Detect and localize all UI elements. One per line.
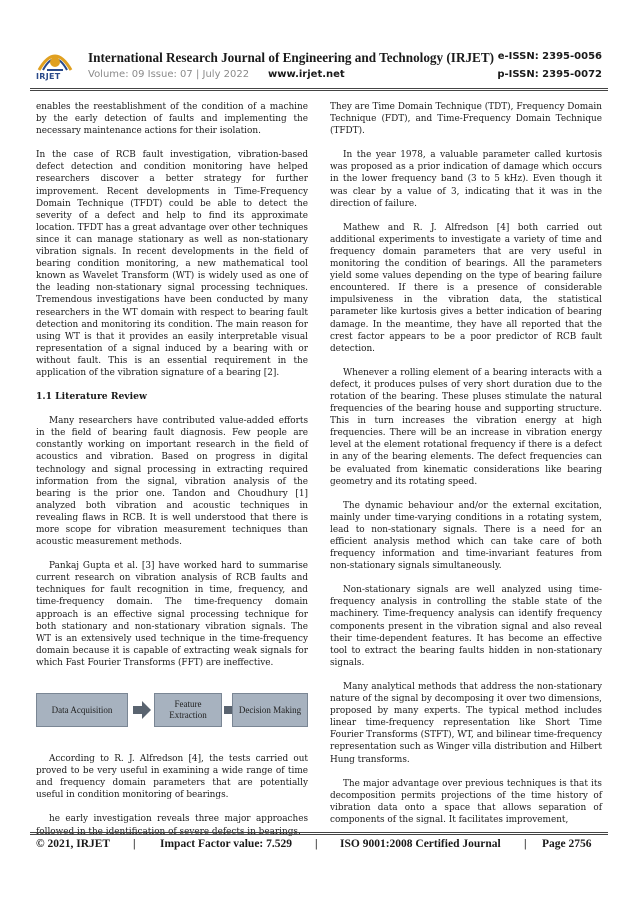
e-issn: e-ISSN: 2395-0056 — [497, 51, 602, 62]
arrow-right-icon — [133, 701, 151, 719]
volume-issue: Volume: 09 Issue: 07 | July 2022 — [88, 69, 250, 80]
footer-impact-factor: Impact Factor value: 7.529 — [160, 838, 293, 850]
diagram-box-feature-extraction: Feature Extraction — [154, 693, 222, 727]
footer-divider-secondary — [30, 834, 608, 835]
journal-title: International Research Journal of Engineering and Technology (IRJET) — [88, 50, 495, 65]
paragraph: In the year 1978, a valuable parameter called kurtosis was proposed as a prior indication of damage which occurs in the lower frequency band (3 to 5 kHz). Even though it was clear by a value of 3, indicating that it was in the direction of failure. — [330, 150, 602, 209]
paragraph: Mathew and R. J. Alfredson [4] both carried out additional experiments to investigate a variety of time and frequency domain parameters that are very useful in monitoring the condition of bearings. All the parameters yield some values depending on the type of bearing failure encountered. If there is a presence of considerable impulsiveness in the vibration data, the statistical parameter like kurtosis gives a better indication of bearing damage. In the meantime, they have all reported that the crest factor appears to be a poor predictor of RCB fault detection. — [330, 222, 602, 354]
paragraph: The dynamic behaviour and/or the external excitation, mainly under time-varying conditions in a rotating system, lead to non-stationary signals. There is a need for an efficient analysis method which can take care of both frequency information and time-invariant features from non-stationary signals simultaneously. — [330, 500, 602, 572]
paragraph: The major advantage over previous techniques is that its decomposition permits projections of the time history of vibration data onto a space that allows separation of components of the signal. It facilitates improvement, — [330, 778, 602, 825]
right-column — [330, 101, 602, 838]
page-header — [0, 0, 638, 92]
paragraph: According to R. J. Alfredson [4], the tests carried out proved to be very useful in examining a wide range of time and frequency domain parameters that are potentially useful in condition monitoring of bearings. — [36, 754, 308, 801]
section-heading: 1.1 Literature Review — [36, 391, 147, 403]
header-divider — [30, 88, 608, 89]
footer-iso: ISO 9001:2008 Certified Journal — [340, 838, 501, 850]
paragraph: Pankaj Gupta et al. [3] have worked hard to summarise current research on vibration analysis of RCB faults and techniques for fault recognition in time, frequency, and time-frequency domain. The time-frequency domain approach is an effective signal processing technique for both stationary and non-stationary vibration signals. The WT is an extensively used technique in the time-frequency domain because it is capable of extracting weak signals for which Fast Fourier Transforms (FFT) are ineffective. — [36, 561, 308, 668]
paragraph: enables the reestablishment of the condition of a machine by the early detection of faults and implementing the necessary maintenance actions for their isolation. — [36, 102, 308, 137]
diagram-box-decision-making: Decision Making — [232, 693, 308, 727]
footer-separator: | — [524, 838, 527, 850]
footer-separator: | — [315, 838, 318, 850]
left-column — [36, 101, 308, 850]
p-issn: p-ISSN: 2395-0072 — [497, 69, 602, 80]
process-diagram — [36, 681, 308, 739]
footer-copyright: © 2021, IRJET — [36, 838, 111, 850]
footer-separator: | — [133, 838, 136, 850]
website-link[interactable]: www.irjet.net — [268, 69, 345, 80]
logo-text: IRJET — [36, 72, 61, 81]
footer-page-number: Page 2756 — [542, 838, 592, 850]
paragraph: They are Time Domain Technique (TDT), Frequency Domain Technique (FDT), and Time-Frequency Domain Technique (TFDT). — [330, 102, 602, 137]
paragraph: Whenever a rolling element of a bearing interacts with a defect, it produces pulses of very short duration due to the rotation of the bearing. These pluses stimulate the natural frequencies of the bearing house and supporting structure. This in turn increases the vibration energy at high frequencies. There will be an increase in vibration energy level at the element rotational frequency if there is a defect in any of the bearing elements. The defect frequencies can be evaluated from kinematic considerations like bearing geometry and its rotating speed. — [330, 367, 602, 487]
paragraph: In the case of RCB fault investigation, vibration-based defect detection and condition monitoring have helped researchers discover a better strategy for further improvement. Recent developments in Time-Frequency Domain Technique (TFDT) could be able to detect the severity of a defect and help to find its approximate location. TFDT has a great advantage over other techniques since it can manage stationary as well as non-stationary vibration signals. In recent developments in the field of bearing condition monitoring, a new mathematical tool known as Wavelet Transform (WT) is widely used as one of the leading non-stationary signal processing techniques. Tremendous investigations have been conducted by many researchers in the WT domain with respect to bearing fault detection and monitoring its condition. The main reason for using WT is that it provides an easily interpretable visual representation of a signal induced by a bearing with or without fault. This is an essential requirement in the application of the vibration signature of a bearing [2]. — [36, 150, 308, 378]
header-divider-secondary — [30, 90, 608, 91]
paragraph: Many analytical methods that address the non-stationary nature of the signal by decomposing it over two dimensions, proposed by many experts. The typical method includes linear time-frequency representation like Short Time Fourier Transforms (STFT), WT, and bilinear time-frequency representation such as Winger villa distribution and Hilbert Hung transforms. — [330, 681, 602, 765]
footer-divider — [30, 832, 608, 833]
paragraph: Non-stationary signals are well analyzed using time-frequency analysis in controlling the stable state of the machinery. Time-frequency analysis can identify frequency components present in the vibration signal and also reveal their time-dependent features. It has become an effective tool to extract the bearing faults hidden in non-stationary signals. — [330, 585, 602, 668]
paragraph: he early investigation reveals three major approaches followed in the identification of severe defects in bearings. — [36, 814, 308, 837]
diagram-box-data-acquisition: Data Acquisition — [36, 693, 128, 727]
paragraph: Many researchers have contributed value-added efforts in the field of bearing fault diagnosis. Few people are constantly working on important research in the field of acoustics and vibration. Based on progress in digital technology and signal processing in extracting required information from the signal, vibration analysis of the bearing is the prior one. Tandon and Choudhury [1] analyzed both vibration and acoustic techniques in revealing flaws in RCB. It is well understood that there is more scope for vibration measurement techniques than acoustic measurement methods. — [36, 416, 308, 548]
